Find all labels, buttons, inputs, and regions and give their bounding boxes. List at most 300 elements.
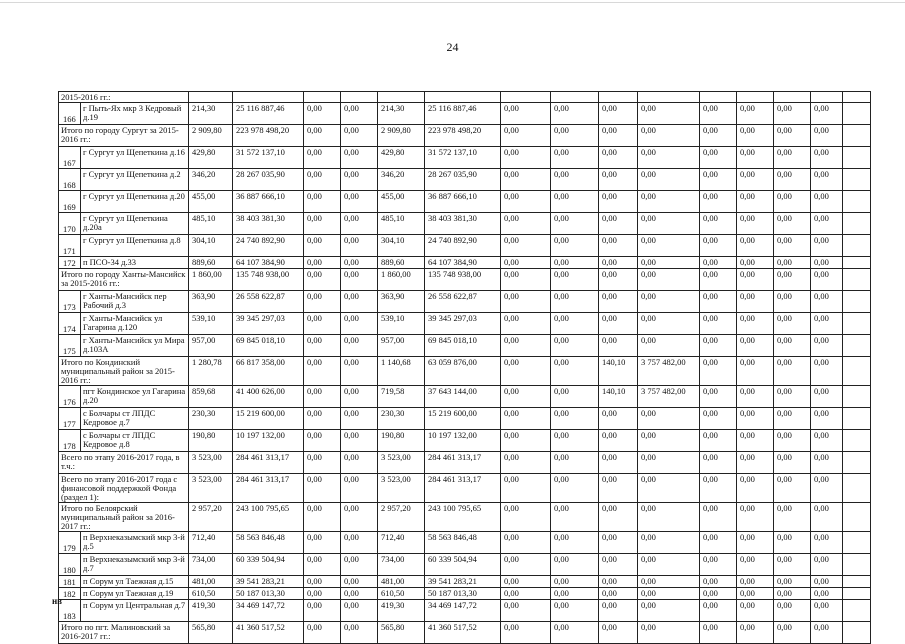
- value-cell-c11: 0,00: [700, 103, 737, 125]
- value-cell-c4: 0,00: [341, 430, 378, 452]
- value-cell-c15: [843, 452, 871, 474]
- value-cell-c10: 0,00: [638, 622, 700, 644]
- value-cell-c6: 25 116 887,46: [425, 103, 501, 125]
- object-address: с Болчары ст ЛПДС Кедровое д.7: [81, 408, 189, 430]
- value-cell-c2: [233, 92, 304, 103]
- table-row: [59, 169, 871, 191]
- object-address: г Сургут ул Щепеткина д.2: [81, 169, 189, 191]
- row-number: 166: [59, 103, 81, 125]
- value-cell-c14: 0,00: [811, 554, 843, 576]
- value-cell-c15: [843, 474, 871, 503]
- value-cell-c15: [843, 169, 871, 191]
- value-cell-c12: 0,00: [737, 103, 774, 125]
- value-cell-c1: 859,68: [189, 386, 233, 408]
- value-cell-c8: 0,00: [551, 235, 599, 257]
- value-cell-c15: [843, 147, 871, 169]
- value-cell-c13: 0,00: [774, 554, 811, 576]
- value-cell-c15: [843, 532, 871, 554]
- value-cell-c8: 0,00: [551, 386, 599, 408]
- table-row: [59, 532, 871, 554]
- value-cell-c7: 0,00: [501, 430, 551, 452]
- scan-edge-line: [0, 2, 905, 3]
- value-cell-c12: 0,00: [737, 386, 774, 408]
- value-cell-c9: 0,00: [599, 474, 638, 503]
- value-cell-c14: 0,00: [811, 600, 843, 622]
- total-row: [59, 269, 871, 291]
- value-cell-c12: 0,00: [737, 313, 774, 335]
- value-cell-c6: 135 748 938,00: [425, 269, 501, 291]
- value-cell-c6: [425, 92, 501, 103]
- value-cell-c1: 957,00: [189, 335, 233, 357]
- value-cell-c5: 455,00: [378, 191, 425, 213]
- row-number: 180: [59, 554, 81, 576]
- value-cell-c2: 31 572 137,10: [233, 147, 304, 169]
- table-row: [59, 147, 871, 169]
- value-cell-c7: 0,00: [501, 357, 551, 386]
- value-cell-c13: 0,00: [774, 503, 811, 532]
- value-cell-c14: 0,00: [811, 576, 843, 588]
- row-number: 176: [59, 386, 81, 408]
- value-cell-c4: 0,00: [341, 576, 378, 588]
- value-cell-c5: 2 909,80: [378, 125, 425, 147]
- value-cell-c2: 66 817 358,00: [233, 357, 304, 386]
- table-row: [59, 554, 871, 576]
- capital-repair-table: [58, 91, 871, 644]
- object-address: с Болчары ст ЛПДС Кедровое д.8: [81, 430, 189, 452]
- value-cell-c13: 0,00: [774, 125, 811, 147]
- value-cell-c4: 0,00: [341, 235, 378, 257]
- table-row: [59, 313, 871, 335]
- value-cell-c2: 10 197 132,00: [233, 430, 304, 452]
- value-cell-c11: 0,00: [700, 235, 737, 257]
- value-cell-c4: 0,00: [341, 452, 378, 474]
- value-cell-c14: 0,00: [811, 588, 843, 600]
- value-cell-c4: 0,00: [341, 357, 378, 386]
- value-cell-c8: 0,00: [551, 269, 599, 291]
- value-cell-c8: 0,00: [551, 600, 599, 622]
- value-cell-c15: [843, 554, 871, 576]
- value-cell-c1: 363,90: [189, 291, 233, 313]
- value-cell-c6: 69 845 018,10: [425, 335, 501, 357]
- value-cell-c10: 0,00: [638, 335, 700, 357]
- value-cell-c5: [378, 92, 425, 103]
- value-cell-c15: [843, 503, 871, 532]
- value-cell-c5: 230,30: [378, 408, 425, 430]
- value-cell-c11: 0,00: [700, 335, 737, 357]
- value-cell-c7: 0,00: [501, 147, 551, 169]
- value-cell-c12: 0,00: [737, 600, 774, 622]
- object-address: г Ханты-Мансийск ул Мира д.103А: [81, 335, 189, 357]
- value-cell-c12: [737, 92, 774, 103]
- value-cell-c2: 64 107 384,90: [233, 257, 304, 269]
- value-cell-c2: 50 187 013,30: [233, 588, 304, 600]
- value-cell-c10: 0,00: [638, 235, 700, 257]
- value-cell-c15: [843, 291, 871, 313]
- value-cell-c10: 0,00: [638, 169, 700, 191]
- value-cell-c15: [843, 191, 871, 213]
- value-cell-c4: 0,00: [341, 335, 378, 357]
- value-cell-c14: 0,00: [811, 452, 843, 474]
- value-cell-c5: 610,50: [378, 588, 425, 600]
- value-cell-c5: 419,30: [378, 600, 425, 622]
- value-cell-c3: 0,00: [304, 357, 341, 386]
- value-cell-c5: 346,20: [378, 169, 425, 191]
- value-cell-c1: 481,00: [189, 576, 233, 588]
- value-cell-c2: 41 400 626,00: [233, 386, 304, 408]
- value-cell-c9: 140,10: [599, 386, 638, 408]
- value-cell-c6: 15 219 600,00: [425, 408, 501, 430]
- value-cell-c3: 0,00: [304, 147, 341, 169]
- value-cell-c8: 0,00: [551, 622, 599, 644]
- value-cell-c11: [700, 92, 737, 103]
- object-address: г Сургут ул Щепеткина д.20а: [81, 213, 189, 235]
- value-cell-c1: 1 280,78: [189, 357, 233, 386]
- value-cell-c14: 0,00: [811, 408, 843, 430]
- value-cell-c3: [304, 92, 341, 103]
- value-cell-c8: 0,00: [551, 554, 599, 576]
- value-cell-c14: 0,00: [811, 191, 843, 213]
- value-cell-c8: 0,00: [551, 357, 599, 386]
- value-cell-c5: 304,10: [378, 235, 425, 257]
- value-cell-c9: 0,00: [599, 291, 638, 313]
- value-cell-c9: 0,00: [599, 191, 638, 213]
- value-cell-c12: 0,00: [737, 532, 774, 554]
- value-cell-c15: [843, 313, 871, 335]
- row-number: 178: [59, 430, 81, 452]
- value-cell-c9: [599, 92, 638, 103]
- value-cell-c13: 0,00: [774, 430, 811, 452]
- value-cell-c1: 610,50: [189, 588, 233, 600]
- value-cell-c10: 0,00: [638, 430, 700, 452]
- value-cell-c5: 190,80: [378, 430, 425, 452]
- value-cell-c5: 429,80: [378, 147, 425, 169]
- value-cell-c10: 0,00: [638, 103, 700, 125]
- value-cell-c3: 0,00: [304, 554, 341, 576]
- value-cell-c2: 135 748 938,00: [233, 269, 304, 291]
- value-cell-c1: 346,20: [189, 169, 233, 191]
- value-cell-c2: 34 469 147,72: [233, 600, 304, 622]
- table-row: [59, 335, 871, 357]
- object-address: п Сорум ул Таежная д.15: [81, 576, 189, 588]
- value-cell-c12: 0,00: [737, 269, 774, 291]
- value-cell-c4: 0,00: [341, 474, 378, 503]
- value-cell-c14: [811, 92, 843, 103]
- value-cell-c1: 304,10: [189, 235, 233, 257]
- value-cell-c5: 957,00: [378, 335, 425, 357]
- value-cell-c4: 0,00: [341, 103, 378, 125]
- value-cell-c7: 0,00: [501, 532, 551, 554]
- value-cell-c10: 0,00: [638, 600, 700, 622]
- value-cell-c5: 1 860,00: [378, 269, 425, 291]
- value-cell-c3: 0,00: [304, 269, 341, 291]
- value-cell-c4: 0,00: [341, 313, 378, 335]
- value-cell-c1: 2 957,20: [189, 503, 233, 532]
- value-cell-c12: 0,00: [737, 622, 774, 644]
- value-cell-c2: 69 845 018,10: [233, 335, 304, 357]
- value-cell-c14: 0,00: [811, 532, 843, 554]
- value-cell-c1: 455,00: [189, 191, 233, 213]
- value-cell-c7: 0,00: [501, 554, 551, 576]
- value-cell-c5: 889,60: [378, 257, 425, 269]
- value-cell-c6: 284 461 313,17: [425, 452, 501, 474]
- value-cell-c9: 0,00: [599, 213, 638, 235]
- value-cell-c3: 0,00: [304, 408, 341, 430]
- value-cell-c6: 37 643 144,00: [425, 386, 501, 408]
- value-cell-c11: 0,00: [700, 386, 737, 408]
- value-cell-c5: 363,90: [378, 291, 425, 313]
- value-cell-c11: 0,00: [700, 622, 737, 644]
- row-number: 183: [59, 600, 81, 622]
- object-address: п Верхнеказымский мкр 3-й д.5: [81, 532, 189, 554]
- value-cell-c8: 0,00: [551, 291, 599, 313]
- value-cell-c13: 0,00: [774, 313, 811, 335]
- value-cell-c12: 0,00: [737, 257, 774, 269]
- value-cell-c15: [843, 357, 871, 386]
- value-cell-c1: 214,30: [189, 103, 233, 125]
- value-cell-c14: 0,00: [811, 169, 843, 191]
- object-address: п ПСО-34 д.33: [81, 257, 189, 269]
- value-cell-c2: 26 558 622,87: [233, 291, 304, 313]
- value-cell-c11: 0,00: [700, 191, 737, 213]
- value-cell-c7: 0,00: [501, 622, 551, 644]
- table-row: [59, 103, 871, 125]
- value-cell-c12: 0,00: [737, 576, 774, 588]
- value-cell-c12: 0,00: [737, 191, 774, 213]
- value-cell-c5: 1 140,68: [378, 357, 425, 386]
- value-cell-c1: 230,30: [189, 408, 233, 430]
- value-cell-c14: 0,00: [811, 291, 843, 313]
- value-cell-c10: 0,00: [638, 291, 700, 313]
- total-row: [59, 452, 871, 474]
- value-cell-c6: 26 558 622,87: [425, 291, 501, 313]
- table-row: [59, 291, 871, 313]
- value-cell-c4: 0,00: [341, 386, 378, 408]
- total-row: [59, 503, 871, 532]
- value-cell-c9: 0,00: [599, 103, 638, 125]
- value-cell-c12: 0,00: [737, 213, 774, 235]
- value-cell-c13: 0,00: [774, 474, 811, 503]
- value-cell-c1: 485,10: [189, 213, 233, 235]
- value-cell-c13: 0,00: [774, 269, 811, 291]
- value-cell-c3: 0,00: [304, 313, 341, 335]
- value-cell-c2: 284 461 313,17: [233, 452, 304, 474]
- value-cell-c8: 0,00: [551, 213, 599, 235]
- value-cell-c8: 0,00: [551, 169, 599, 191]
- value-cell-c4: 0,00: [341, 588, 378, 600]
- total-label: Итого по городу Сургут за 2015-2016 гг.:: [59, 125, 189, 147]
- value-cell-c10: 3 757 482,00: [638, 357, 700, 386]
- row-number: 182: [59, 588, 81, 600]
- value-cell-c15: [843, 600, 871, 622]
- value-cell-c2: 36 887 666,10: [233, 191, 304, 213]
- value-cell-c8: 0,00: [551, 474, 599, 503]
- value-cell-c8: 0,00: [551, 191, 599, 213]
- value-cell-c7: 0,00: [501, 169, 551, 191]
- value-cell-c13: 0,00: [774, 588, 811, 600]
- value-cell-c6: 39 541 283,21: [425, 576, 501, 588]
- value-cell-c15: [843, 386, 871, 408]
- table-row: [59, 430, 871, 452]
- value-cell-c5: 539,10: [378, 313, 425, 335]
- value-cell-c11: 0,00: [700, 257, 737, 269]
- value-cell-c7: 0,00: [501, 235, 551, 257]
- value-cell-c3: 0,00: [304, 452, 341, 474]
- value-cell-c13: 0,00: [774, 532, 811, 554]
- value-cell-c14: 0,00: [811, 335, 843, 357]
- value-cell-c14: 0,00: [811, 103, 843, 125]
- value-cell-c1: 712,40: [189, 532, 233, 554]
- value-cell-c8: 0,00: [551, 452, 599, 474]
- value-cell-c1: 3 523,00: [189, 474, 233, 503]
- value-cell-c5: 3 523,00: [378, 474, 425, 503]
- value-cell-c5: 734,00: [378, 554, 425, 576]
- value-cell-c6: 60 339 504,94: [425, 554, 501, 576]
- value-cell-c11: 0,00: [700, 269, 737, 291]
- value-cell-c8: 0,00: [551, 408, 599, 430]
- total-row: [59, 474, 871, 503]
- value-cell-c7: 0,00: [501, 257, 551, 269]
- value-cell-c9: 0,00: [599, 554, 638, 576]
- value-cell-c8: 0,00: [551, 313, 599, 335]
- value-cell-c7: 0,00: [501, 452, 551, 474]
- value-cell-c14: 0,00: [811, 430, 843, 452]
- value-cell-c2: 39 541 283,21: [233, 576, 304, 588]
- value-cell-c10: 0,00: [638, 257, 700, 269]
- value-cell-c8: 0,00: [551, 257, 599, 269]
- value-cell-c11: 0,00: [700, 588, 737, 600]
- value-cell-c2: 24 740 892,90: [233, 235, 304, 257]
- value-cell-c11: 0,00: [700, 600, 737, 622]
- value-cell-c9: 0,00: [599, 588, 638, 600]
- value-cell-c10: 0,00: [638, 269, 700, 291]
- value-cell-c6: 63 059 876,00: [425, 357, 501, 386]
- value-cell-c9: 0,00: [599, 147, 638, 169]
- value-cell-c6: 36 887 666,10: [425, 191, 501, 213]
- object-address: п Сорум ул Таежная д.19: [81, 588, 189, 600]
- value-cell-c11: 0,00: [700, 576, 737, 588]
- value-cell-c3: 0,00: [304, 600, 341, 622]
- value-cell-c4: 0,00: [341, 125, 378, 147]
- value-cell-c1: 734,00: [189, 554, 233, 576]
- value-cell-c3: 0,00: [304, 125, 341, 147]
- value-cell-c13: 0,00: [774, 169, 811, 191]
- value-cell-c6: 50 187 013,30: [425, 588, 501, 600]
- value-cell-c4: 0,00: [341, 147, 378, 169]
- value-cell-c12: 0,00: [737, 408, 774, 430]
- value-cell-c12: 0,00: [737, 554, 774, 576]
- table-row: [59, 191, 871, 213]
- value-cell-c3: 0,00: [304, 257, 341, 269]
- value-cell-c8: 0,00: [551, 125, 599, 147]
- row-number: 171: [59, 235, 81, 257]
- value-cell-c3: 0,00: [304, 503, 341, 532]
- value-cell-c4: 0,00: [341, 600, 378, 622]
- value-cell-c11: 0,00: [700, 125, 737, 147]
- value-cell-c13: 0,00: [774, 576, 811, 588]
- value-cell-c14: 0,00: [811, 622, 843, 644]
- value-cell-c8: 0,00: [551, 576, 599, 588]
- table-row: [59, 235, 871, 257]
- value-cell-c1: 429,80: [189, 147, 233, 169]
- value-cell-c13: 0,00: [774, 103, 811, 125]
- value-cell-c9: 0,00: [599, 408, 638, 430]
- value-cell-c1: 419,30: [189, 600, 233, 622]
- value-cell-c1: 889,60: [189, 257, 233, 269]
- table-row: [59, 257, 871, 269]
- value-cell-c10: 0,00: [638, 474, 700, 503]
- value-cell-c5: 712,40: [378, 532, 425, 554]
- value-cell-c13: 0,00: [774, 235, 811, 257]
- value-cell-c7: 0,00: [501, 335, 551, 357]
- table-row: [59, 588, 871, 600]
- total-label: Всего по этапу 2016-2017 года, в т.ч.:: [59, 452, 189, 474]
- value-cell-c13: 0,00: [774, 386, 811, 408]
- value-cell-c3: 0,00: [304, 474, 341, 503]
- value-cell-c14: 0,00: [811, 269, 843, 291]
- value-cell-c9: 0,00: [599, 452, 638, 474]
- value-cell-c3: 0,00: [304, 622, 341, 644]
- value-cell-c12: 0,00: [737, 503, 774, 532]
- value-cell-c11: 0,00: [700, 554, 737, 576]
- value-cell-c9: 0,00: [599, 257, 638, 269]
- value-cell-c10: 0,00: [638, 313, 700, 335]
- value-cell-c15: [843, 408, 871, 430]
- value-cell-c13: [774, 92, 811, 103]
- value-cell-c4: 0,00: [341, 169, 378, 191]
- object-address: г Ханты-Мансийск пер Рабочий д.3: [81, 291, 189, 313]
- value-cell-c10: 0,00: [638, 213, 700, 235]
- value-cell-c11: 0,00: [700, 357, 737, 386]
- value-cell-c15: [843, 576, 871, 588]
- object-address: г Сургут ул Щепеткина д.20: [81, 191, 189, 213]
- value-cell-c4: 0,00: [341, 257, 378, 269]
- value-cell-c14: 0,00: [811, 313, 843, 335]
- value-cell-c7: 0,00: [501, 576, 551, 588]
- value-cell-c9: 0,00: [599, 235, 638, 257]
- value-cell-c7: 0,00: [501, 474, 551, 503]
- value-cell-c5: 485,10: [378, 213, 425, 235]
- value-cell-c11: 0,00: [700, 503, 737, 532]
- total-label: Итого по Белоярский муниципальный район за 2016-2017 гг.:: [59, 503, 189, 532]
- value-cell-c2: 15 219 600,00: [233, 408, 304, 430]
- value-cell-c10: 0,00: [638, 191, 700, 213]
- value-cell-c7: 0,00: [501, 213, 551, 235]
- value-cell-c7: 0,00: [501, 269, 551, 291]
- value-cell-c11: 0,00: [700, 408, 737, 430]
- value-cell-c15: [843, 430, 871, 452]
- value-cell-c7: [501, 92, 551, 103]
- value-cell-c11: 0,00: [700, 213, 737, 235]
- value-cell-c4: 0,00: [341, 213, 378, 235]
- row-number: 181: [59, 576, 81, 588]
- value-cell-c9: 0,00: [599, 125, 638, 147]
- value-cell-c15: [843, 92, 871, 103]
- value-cell-c2: 39 345 297,03: [233, 313, 304, 335]
- value-cell-c7: 0,00: [501, 503, 551, 532]
- value-cell-c3: 0,00: [304, 430, 341, 452]
- value-cell-c11: 0,00: [700, 474, 737, 503]
- value-cell-c3: 0,00: [304, 386, 341, 408]
- table-row: [59, 576, 871, 588]
- value-cell-c5: 214,30: [378, 103, 425, 125]
- value-cell-c9: 0,00: [599, 335, 638, 357]
- value-cell-c10: 0,00: [638, 554, 700, 576]
- value-cell-c4: 0,00: [341, 622, 378, 644]
- value-cell-c10: 0,00: [638, 125, 700, 147]
- value-cell-c12: 0,00: [737, 357, 774, 386]
- value-cell-c14: 0,00: [811, 125, 843, 147]
- value-cell-c6: 223 978 498,20: [425, 125, 501, 147]
